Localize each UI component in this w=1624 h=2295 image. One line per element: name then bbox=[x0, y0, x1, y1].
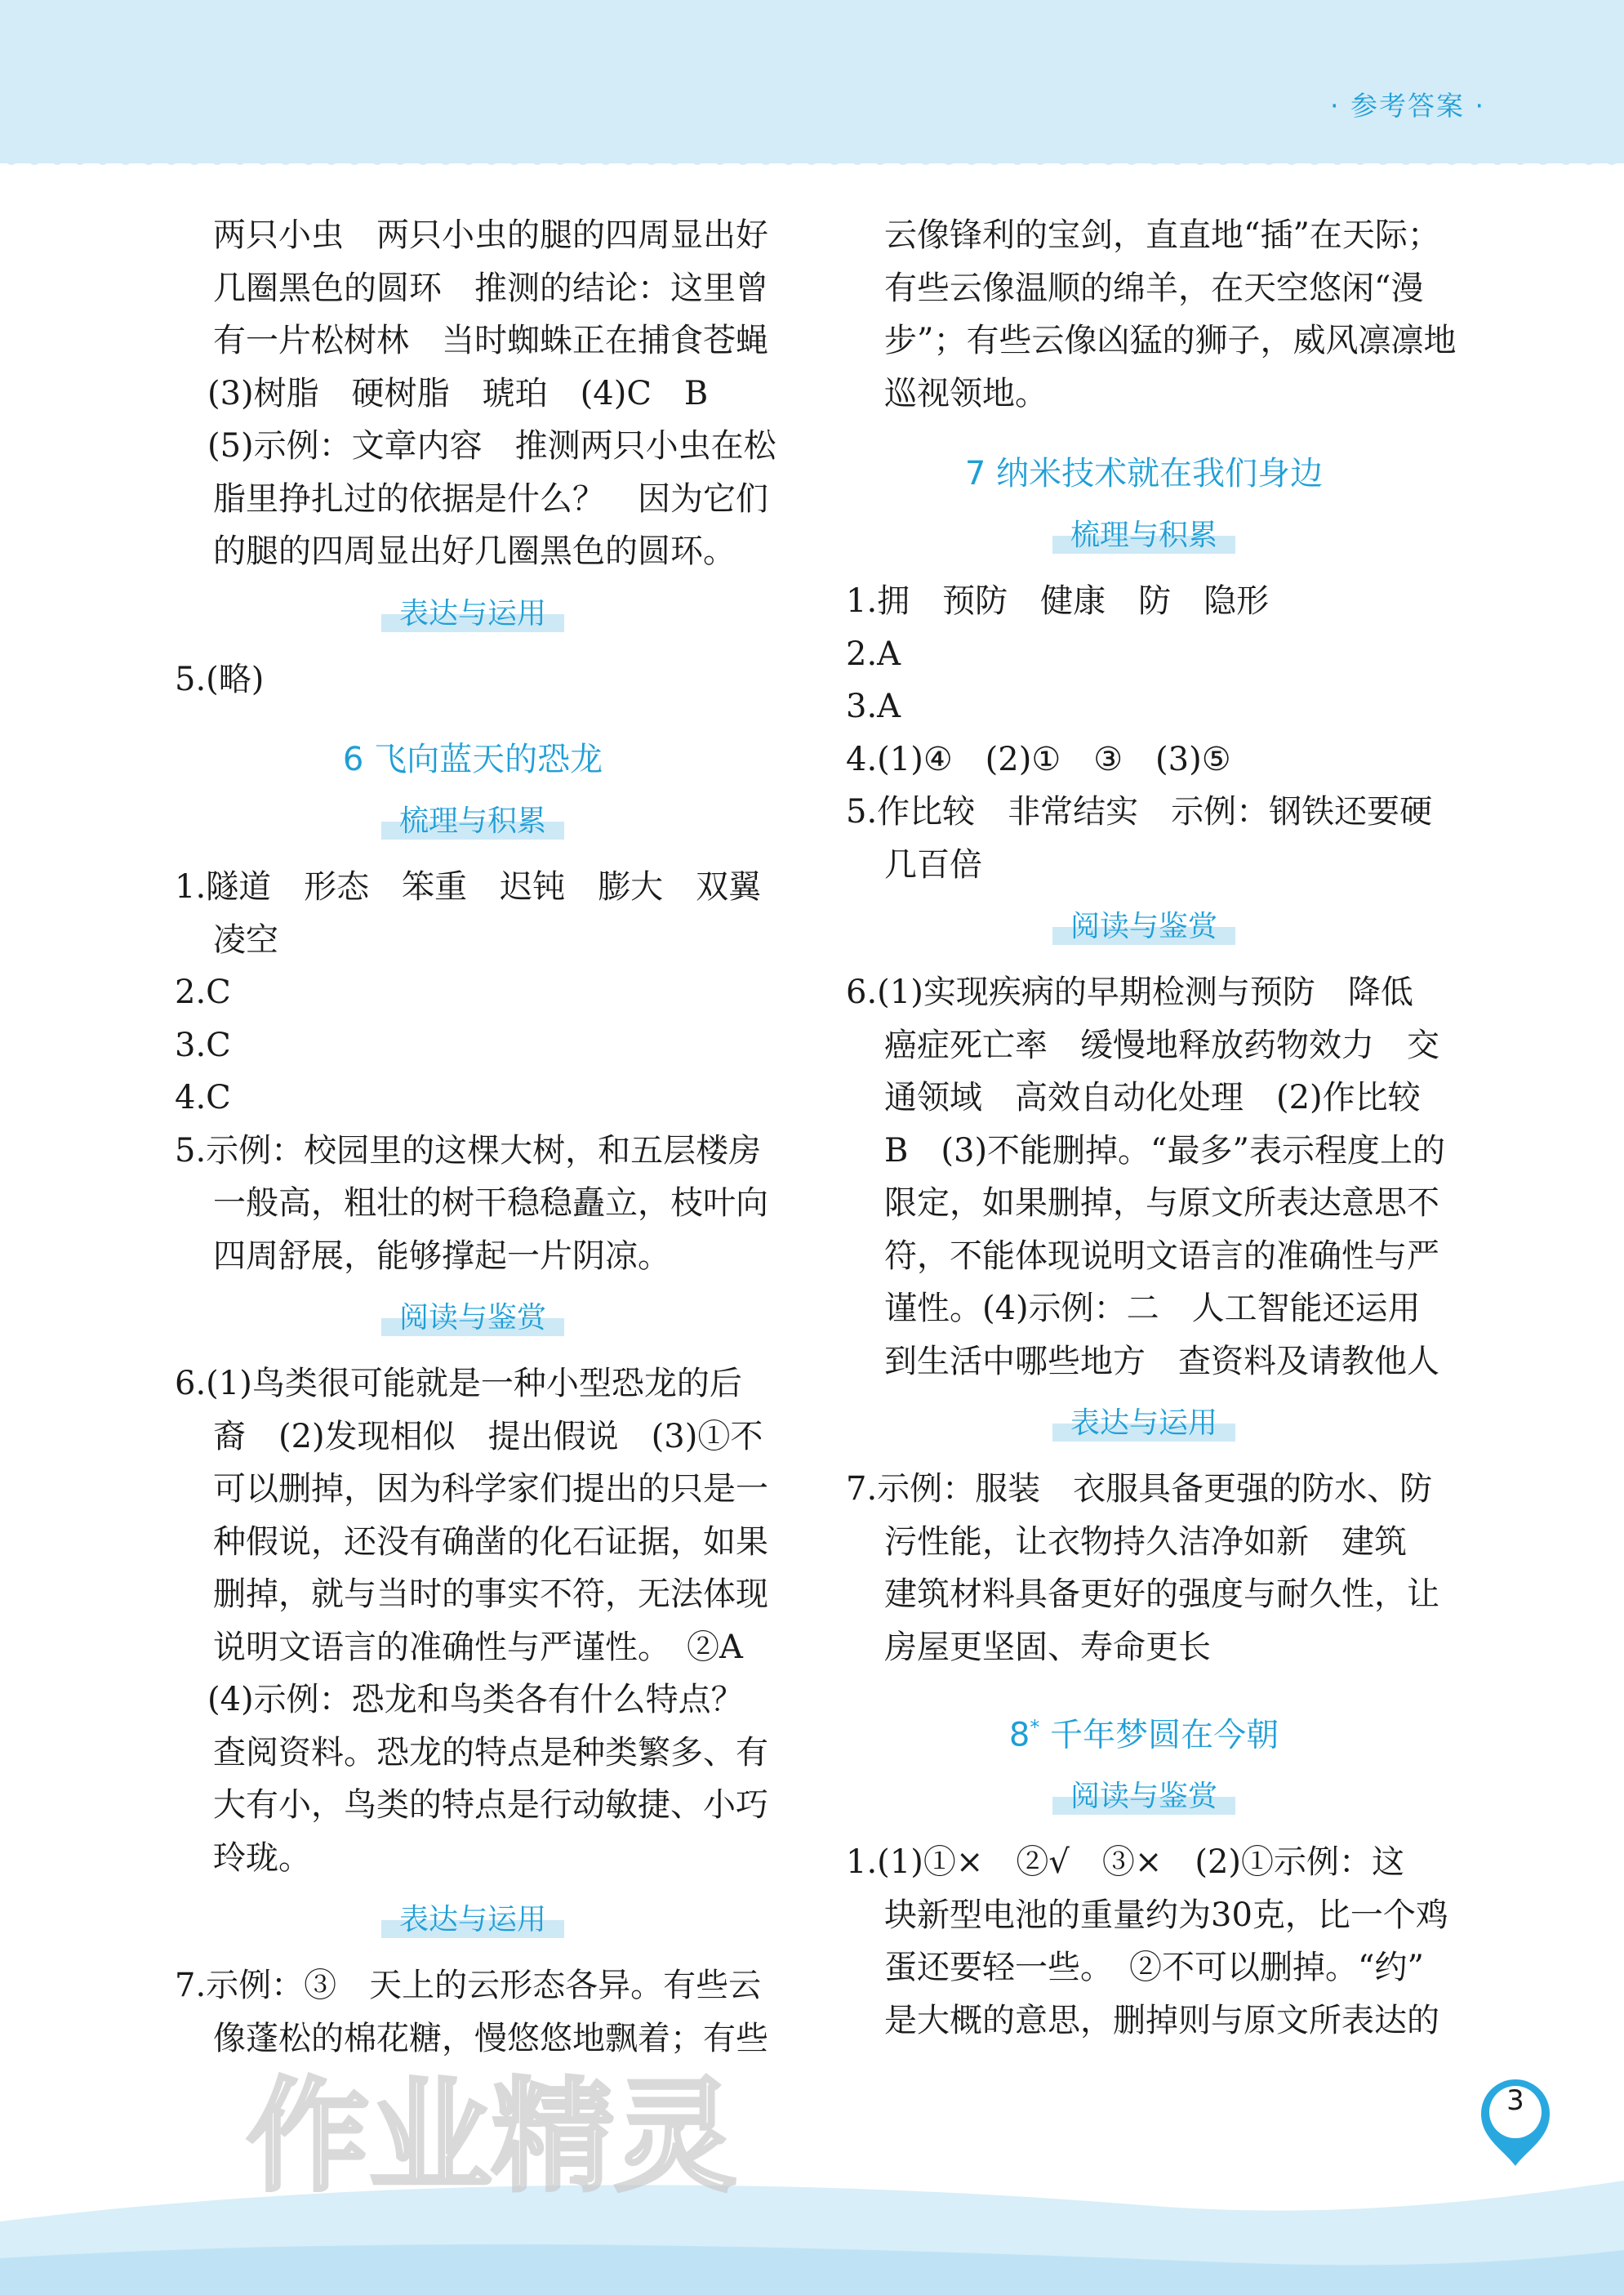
answer-line: 5.(略) bbox=[175, 660, 265, 698]
answer-line: 4.(1)④ (2)① ③ (3)⑤ bbox=[846, 740, 1231, 778]
section-heading-text: 梳理与积累 bbox=[1052, 515, 1235, 557]
header-scallop-edge bbox=[0, 145, 1624, 178]
answer-line: 6.(1)实现疾病的早期检测与预防 降低 bbox=[846, 974, 1413, 1011]
section-heading-text: 阅读与鉴赏 bbox=[1052, 906, 1235, 948]
answer-line: 通领域 高效自动化处理 (2)作比较 bbox=[884, 1079, 1421, 1116]
page-number: 3 bbox=[1506, 2084, 1524, 2117]
answer-line: 房屋更坚固、寿命更长 bbox=[884, 1628, 1211, 1666]
section-heading-text: 表达与运用 bbox=[381, 1899, 564, 1941]
section-heading bbox=[175, 593, 771, 645]
answer-line: (4)示例：恐龙和鸟类各有什么特点？ bbox=[207, 1681, 744, 1718]
lesson-title-text: 千年梦圆在今朝 bbox=[1050, 1716, 1279, 1754]
answer-line: 符，不能体现说明文语言的准确性与严 bbox=[884, 1237, 1439, 1275]
section-heading bbox=[846, 515, 1442, 567]
answer-line: 巡视领地。 bbox=[884, 374, 1048, 412]
answer-block bbox=[175, 653, 771, 706]
answer-block bbox=[175, 1357, 771, 1884]
answer-line: 7.示例：③ 天上的云形态各异。有些云 bbox=[175, 1967, 762, 2004]
answer-line: 4.C bbox=[175, 1079, 231, 1116]
answer-line: (5)示例：文章内容 推测两只小虫在松 bbox=[207, 427, 776, 465]
answer-line: 到生活中哪些地方 查资料及请教他人 bbox=[884, 1342, 1439, 1380]
section-heading-text: 阅读与鉴赏 bbox=[381, 1297, 564, 1339]
section-heading-text: 梳理与积累 bbox=[381, 800, 564, 843]
answer-line: 种假说，还没有确凿的化石证据，如果 bbox=[213, 1522, 768, 1561]
answer-line: 像蓬松的棉花糖，慢悠悠地飘着；有些 bbox=[213, 2019, 768, 2057]
answer-line: 查阅资料。恐龙的特点是种类繁多、有 bbox=[213, 1733, 768, 1771]
answer-line: 蛋还要轻一些。 ②不可以删掉。“约” bbox=[884, 1949, 1424, 1987]
section-heading bbox=[846, 1776, 1442, 1828]
answer-line: 可以删掉，因为科学家们提出的只是一 bbox=[213, 1470, 768, 1508]
answer-line: 1.(1)①× ②√ ③× (2)①示例：这 bbox=[846, 1843, 1405, 1882]
section-heading bbox=[846, 1402, 1442, 1455]
right-column bbox=[846, 209, 1457, 2047]
section-heading bbox=[846, 906, 1442, 958]
section-heading bbox=[175, 1297, 771, 1349]
answer-line: 删掉，就与当时的事实不符，无法体现 bbox=[213, 1575, 768, 1613]
answer-line: 凌空 bbox=[213, 920, 278, 959]
lesson-title bbox=[846, 1701, 1442, 1761]
answer-line: 说明文语言的准确性与严谨性。 ②A bbox=[213, 1628, 743, 1666]
answer-line: 一般高，粗壮的树干稳稳矗立，枝叶向 bbox=[213, 1184, 768, 1222]
answer-line: B (3)不能删掉。“最多”表示程度上的 bbox=[884, 1131, 1445, 1170]
lesson-title: 7 纳米技术就在我们身边 bbox=[964, 455, 1324, 492]
answer-line: 3.A bbox=[846, 688, 901, 725]
answer-line: 1.拥 预防 健康 防 隐形 bbox=[846, 582, 1270, 620]
answer-line: 有些云像温顺的绵羊，在天空悠闲“漫 bbox=[884, 269, 1424, 307]
answer-line: 四周舒展，能够撑起一片阴凉。 bbox=[213, 1237, 670, 1275]
answer-line: 5.示例：校园里的这棵大树，和五层楼房 bbox=[175, 1131, 762, 1170]
section-heading-text: 表达与运用 bbox=[381, 593, 564, 635]
section-heading-text: 表达与运用 bbox=[1052, 1402, 1235, 1445]
answer-line: 6.(1)鸟类很可能就是一种小型恐龙的后 bbox=[175, 1365, 742, 1402]
answer-line: 的腿的四周显出好几圈黑色的圆环。 bbox=[213, 533, 736, 570]
answer-block bbox=[175, 209, 776, 578]
answer-line: 5.作比较 非常结实 示例：钢铁还要硬 bbox=[846, 793, 1433, 831]
answer-line: 块新型电池的重量约为30克，比一个鸡 bbox=[884, 1896, 1448, 1934]
answer-block bbox=[846, 575, 1442, 891]
section-heading bbox=[175, 1899, 771, 1951]
section-heading-text: 阅读与鉴赏 bbox=[1052, 1776, 1235, 1818]
answer-line: 两只小虫 两只小虫的腿的四周显出好 bbox=[213, 216, 768, 254]
answer-line: 玲珑。 bbox=[213, 1838, 311, 1877]
answer-line: 步”；有些云像凶猛的狮子，威风凛凛地 bbox=[884, 322, 1457, 359]
answer-line: 大有小，鸟类的特点是行动敏捷、小巧 bbox=[213, 1786, 768, 1824]
watermark-logo bbox=[238, 2048, 737, 2212]
answer-line: 癌症死亡率 缓慢地释放药物效力 交 bbox=[884, 1026, 1439, 1064]
answer-line: 污性能，让衣物持久洁净如新 建筑 bbox=[884, 1522, 1407, 1561]
answer-block bbox=[175, 861, 771, 1282]
lesson-star: * bbox=[1030, 1716, 1040, 1739]
header-band bbox=[0, 0, 1624, 163]
lesson-title: 6 飞向蓝天的恐龙 bbox=[342, 741, 603, 778]
section-heading bbox=[175, 800, 771, 853]
answer-line: 脂里挣扎过的依据是什么？ 因为它们 bbox=[213, 479, 768, 518]
answer-block bbox=[846, 1463, 1442, 1673]
answer-block bbox=[846, 966, 1445, 1388]
answer-line: 是大概的意思，删掉则与原文所表达的 bbox=[884, 2001, 1439, 2039]
lesson-number: 8 bbox=[1008, 1716, 1030, 1754]
header-label: · 参考答案 · bbox=[1330, 90, 1485, 122]
answer-line: 2.A bbox=[846, 635, 901, 673]
answer-line: 限定，如果删掉，与原文所表达意思不 bbox=[884, 1184, 1439, 1222]
answer-line: 谨性。(4)示例：二 人工智能还运用 bbox=[884, 1290, 1421, 1327]
answer-line: 几圈黑色的圆环 推测的结论：这里曾 bbox=[213, 269, 768, 307]
answer-block bbox=[846, 1836, 1448, 2047]
answer-line: 1.隧道 形态 笨重 迟钝 膨大 双翼 bbox=[175, 868, 762, 906]
answer-block bbox=[846, 209, 1457, 420]
watermark-text: 作业精灵 bbox=[247, 2066, 737, 2208]
answer-line: 几百倍 bbox=[884, 845, 982, 884]
left-column bbox=[175, 209, 776, 2065]
answer-line: 3.C bbox=[175, 1026, 231, 1064]
answer-line: 云像锋利的宝剑，直直地“插”在天际； bbox=[884, 216, 1440, 254]
answer-line: 2.C bbox=[175, 974, 231, 1011]
answer-line: 裔 (2)发现相似 提出假说 (3)①不 bbox=[213, 1417, 763, 1455]
answer-line: 建筑材料具备更好的强度与耐久性，让 bbox=[884, 1575, 1439, 1613]
answer-line: (3)树脂 硬树脂 琥珀 (4)C B bbox=[207, 374, 709, 412]
answer-line: 有一片松树林 当时蜘蛛正在捕食苍蝇 bbox=[213, 322, 768, 359]
answer-line: 7.示例：服装 衣服具备更强的防水、防 bbox=[846, 1470, 1433, 1508]
